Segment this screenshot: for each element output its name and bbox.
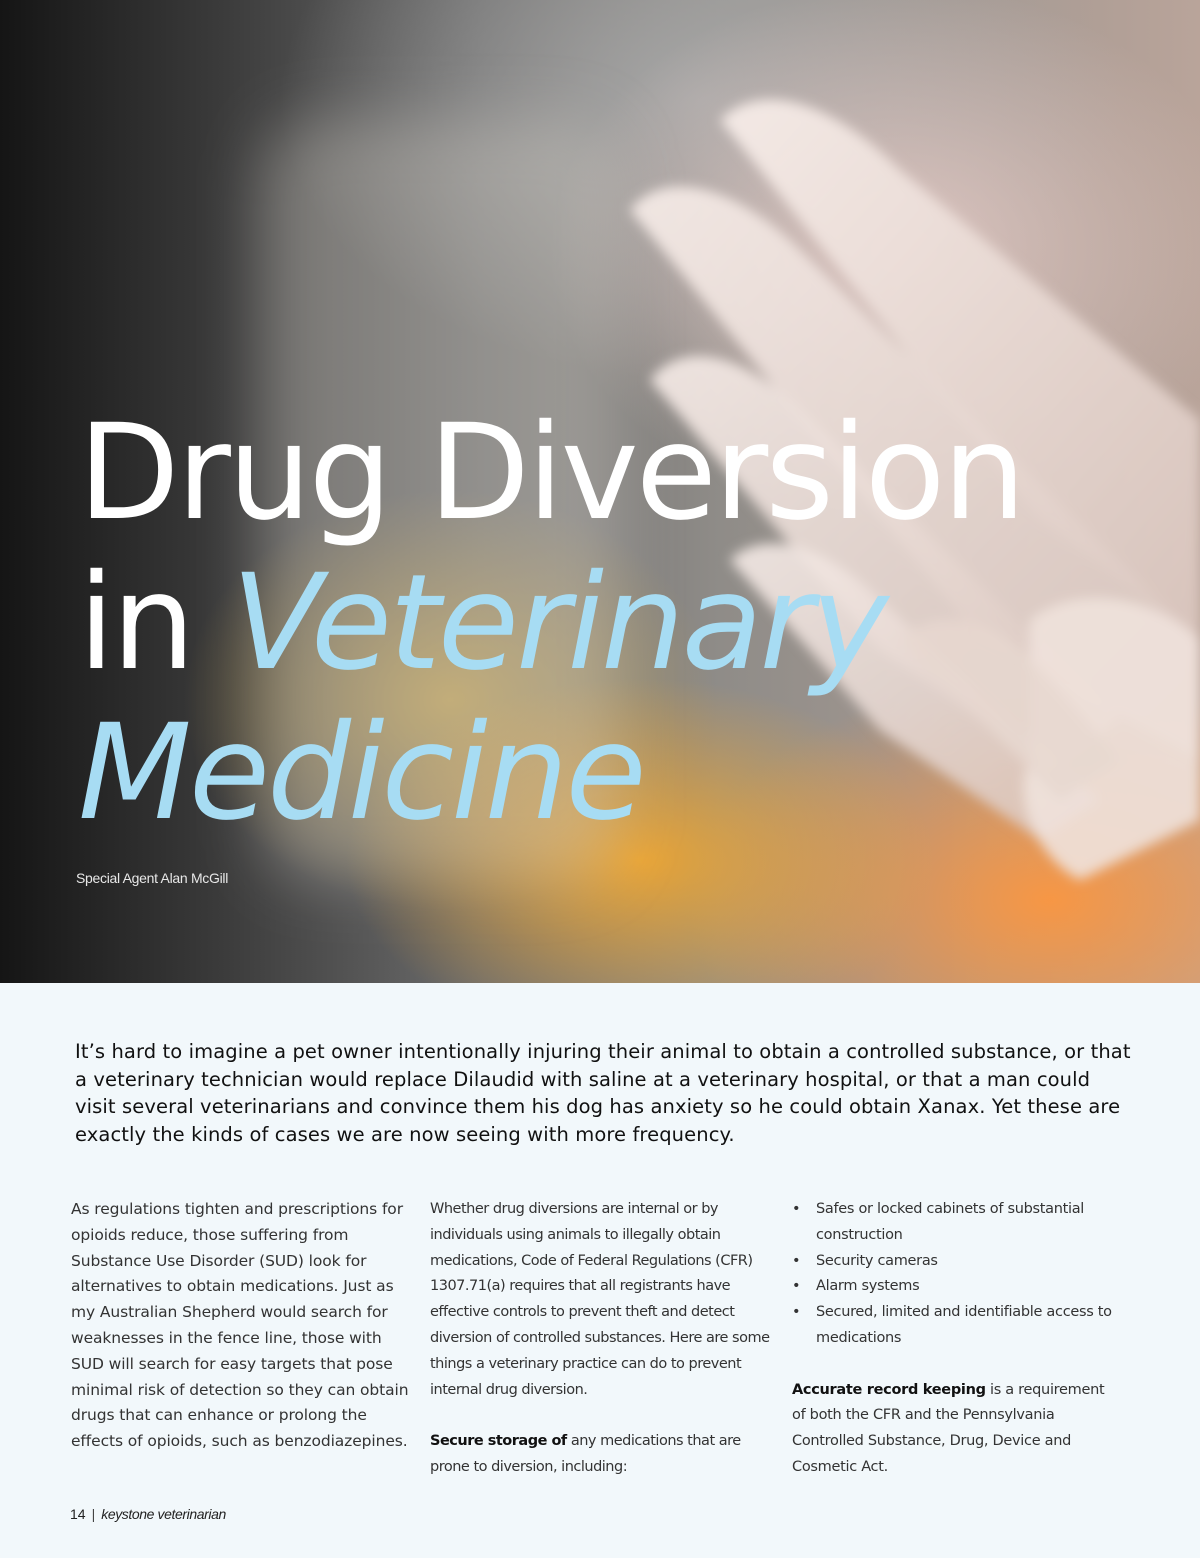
lede-paragraph: It’s hard to imagine a pet owner intentionally injuring their animal to obtain a controlled substance, or that a veterinary technician would replace Dilaudid with saline at a veterinary hospital, or that a man could visit several veterinarians and convince them his dog has anxiety so he could obtain Xanax. Yet these are exactly the kinds of cases we are now seeing with more frequency.: [75, 1040, 1131, 1146]
bullet-icon: •: [792, 1304, 801, 1321]
body-column-3: [792, 1197, 1122, 1481]
title-line-3-accent: Medicine: [78, 696, 644, 850]
record-keeping-text: is a requirement of both the CFR and the Pennsylvania Controlled Substance, Drug, Device and Cosmetic Act.: [792, 1381, 1105, 1475]
list-item-text: Secured, limited and identifiable access to medications: [816, 1304, 1112, 1346]
list-item: [792, 1197, 1122, 1249]
secure-storage-text: any medications that are prone to diversion, including:: [430, 1433, 741, 1475]
title-line-1: Drug Diversion: [78, 396, 1024, 550]
secure-storage-paragraph: [430, 1429, 780, 1481]
list-item-text: Alarm systems: [816, 1278, 920, 1295]
secure-storage-heading: Secure storage of: [430, 1433, 567, 1450]
storage-bullet-list: [792, 1197, 1122, 1352]
list-item-text: Safes or locked cabinets of substantial construction: [816, 1201, 1085, 1243]
column-2-paragraph: Whether drug diversions are internal or by individuals using animals to illegally obtain medications, Code of Federal Regulations (CFR) 1307.71(a) requires that all registrants have effective controls to prevent theft and detect diversion of controlled substances. Here are some things a veterinary practice can do to prevent internal drug diversion.: [430, 1201, 770, 1398]
magazine-name: keystone veterinarian: [101, 1506, 226, 1522]
footer-separator: |: [91, 1506, 96, 1522]
record-keeping-paragraph: [792, 1378, 1122, 1481]
column-1-paragraph: As regulations tighten and prescriptions for opioids reduce, those suffering from Substance Use Disorder (SUD) look for alternatives to obtain medications. Just as my Australian Shepherd would search for weaknesses in the fence line, those with SUD will search for easy targets that pose minimal risk of detection so they can obtain drugs that can enhance or prolong the effects of opioids, such as benzodiazepines.: [71, 1200, 409, 1451]
title-line-2-plain: in: [78, 546, 232, 700]
title-line-2-accent: Veterinary: [231, 546, 886, 700]
author-byline: Special Agent Alan McGill: [76, 870, 229, 886]
list-item: [792, 1249, 1122, 1275]
list-item-text: Security cameras: [816, 1252, 938, 1269]
list-item: [792, 1300, 1122, 1352]
article-title: [78, 398, 1023, 848]
bullet-icon: •: [792, 1201, 801, 1217]
body-column-2: [430, 1197, 780, 1481]
body-column-1: [71, 1197, 416, 1455]
list-item: [792, 1274, 1122, 1300]
record-keeping-heading: Accurate record keeping: [792, 1381, 986, 1398]
page-footer: [70, 1506, 226, 1522]
bullet-icon: •: [792, 1278, 801, 1295]
bullet-icon: •: [792, 1252, 801, 1269]
page-number: 14: [70, 1506, 86, 1522]
